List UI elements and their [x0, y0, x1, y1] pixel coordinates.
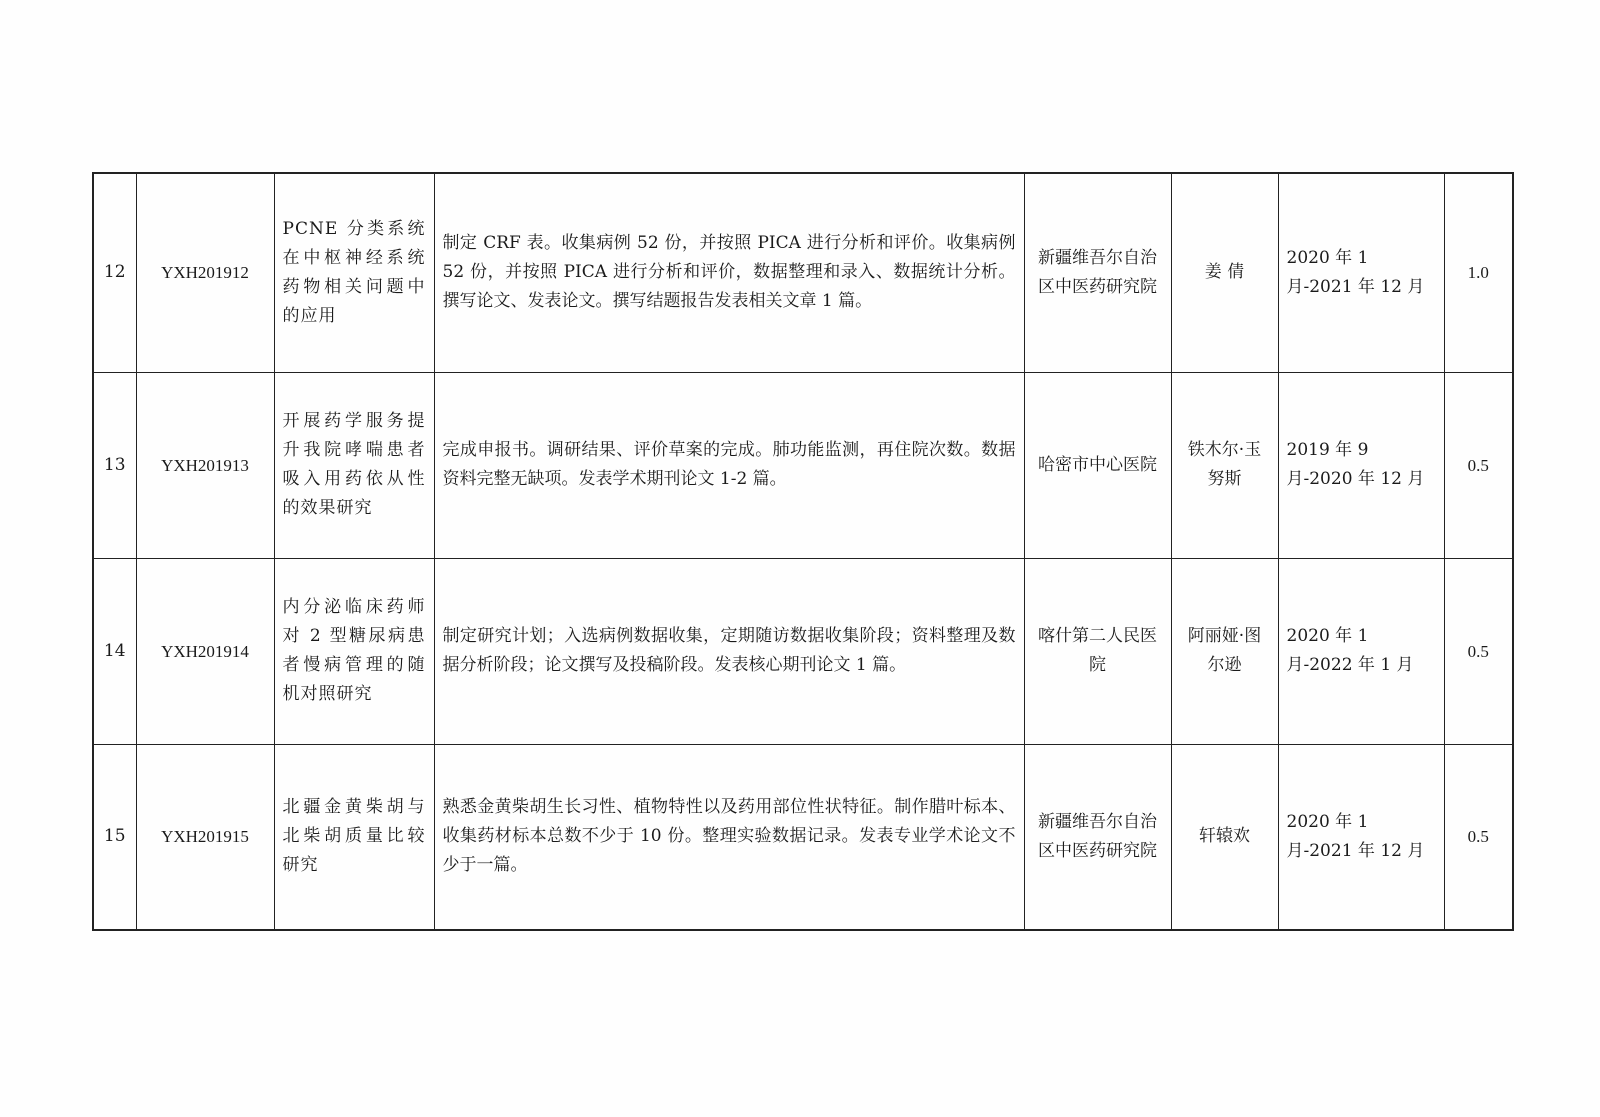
project-period: 2019 年 9 月-2020 年 12 月	[1278, 372, 1444, 558]
host-unit: 新疆维吾尔自治区中医药研究院	[1024, 744, 1171, 930]
project-content: 制定 CRF 表。收集病例 52 份，并按照 PICA 进行分析和评价。收集病例 52 份，并按照 PICA 进行分析和评价，数据整理和录入、数据统计分析。撰写论文、发表论文。撰写结题报告发表相关文章 1 篇。	[434, 173, 1024, 372]
project-leader: 姜 倩	[1171, 173, 1278, 372]
project-code: YXH201914	[136, 558, 274, 744]
project-table	[92, 172, 1514, 931]
table-row	[93, 372, 1513, 558]
row-number: 13	[93, 372, 136, 558]
project-code: YXH201913	[136, 372, 274, 558]
host-unit: 喀什第二人民医院	[1024, 558, 1171, 744]
project-fund: 1.0	[1444, 173, 1513, 372]
table-row	[93, 744, 1513, 930]
project-content: 熟悉金黄柴胡生长习性、植物特性以及药用部位性状特征。制作腊叶标本、收集药材标本总数不少于 10 份。整理实验数据记录。发表专业学术论文不少于一篇。	[434, 744, 1024, 930]
table-row	[93, 558, 1513, 744]
project-period: 2020 年 1 月-2021 年 12 月	[1278, 173, 1444, 372]
table-row	[93, 173, 1513, 372]
project-leader: 阿丽娅·图尔逊	[1171, 558, 1278, 744]
project-fund: 0.5	[1444, 372, 1513, 558]
project-title: 内分泌临床药师对 2 型糖尿病患者慢病管理的随机对照研究	[274, 558, 434, 744]
project-content: 制定研究计划；入选病例数据收集，定期随访数据收集阶段；资料整理及数据分析阶段；论文撰写及投稿阶段。发表核心期刊论文 1 篇。	[434, 558, 1024, 744]
project-title: 开展药学服务提升我院哮喘患者吸入用药依从性的效果研究	[274, 372, 434, 558]
host-unit: 新疆维吾尔自治区中医药研究院	[1024, 173, 1171, 372]
project-title: 北疆金黄柴胡与北柴胡质量比较研究	[274, 744, 434, 930]
host-unit: 哈密市中心医院	[1024, 372, 1171, 558]
project-period: 2020 年 1 月-2021 年 12 月	[1278, 744, 1444, 930]
project-leader: 轩辕欢	[1171, 744, 1278, 930]
row-number: 15	[93, 744, 136, 930]
project-code: YXH201912	[136, 173, 274, 372]
project-period: 2020 年 1 月-2022 年 1 月	[1278, 558, 1444, 744]
project-leader: 铁木尔·玉努斯	[1171, 372, 1278, 558]
row-number: 12	[93, 173, 136, 372]
project-title: PCNE 分类系统在中枢神经系统药物相关问题中的应用	[274, 173, 434, 372]
project-fund: 0.5	[1444, 558, 1513, 744]
project-code: YXH201915	[136, 744, 274, 930]
project-fund: 0.5	[1444, 744, 1513, 930]
row-number: 14	[93, 558, 136, 744]
project-content: 完成申报书。调研结果、评价草案的完成。肺功能监测，再住院次数。数据资料完整无缺项。发表学术期刊论文 1-2 篇。	[434, 372, 1024, 558]
